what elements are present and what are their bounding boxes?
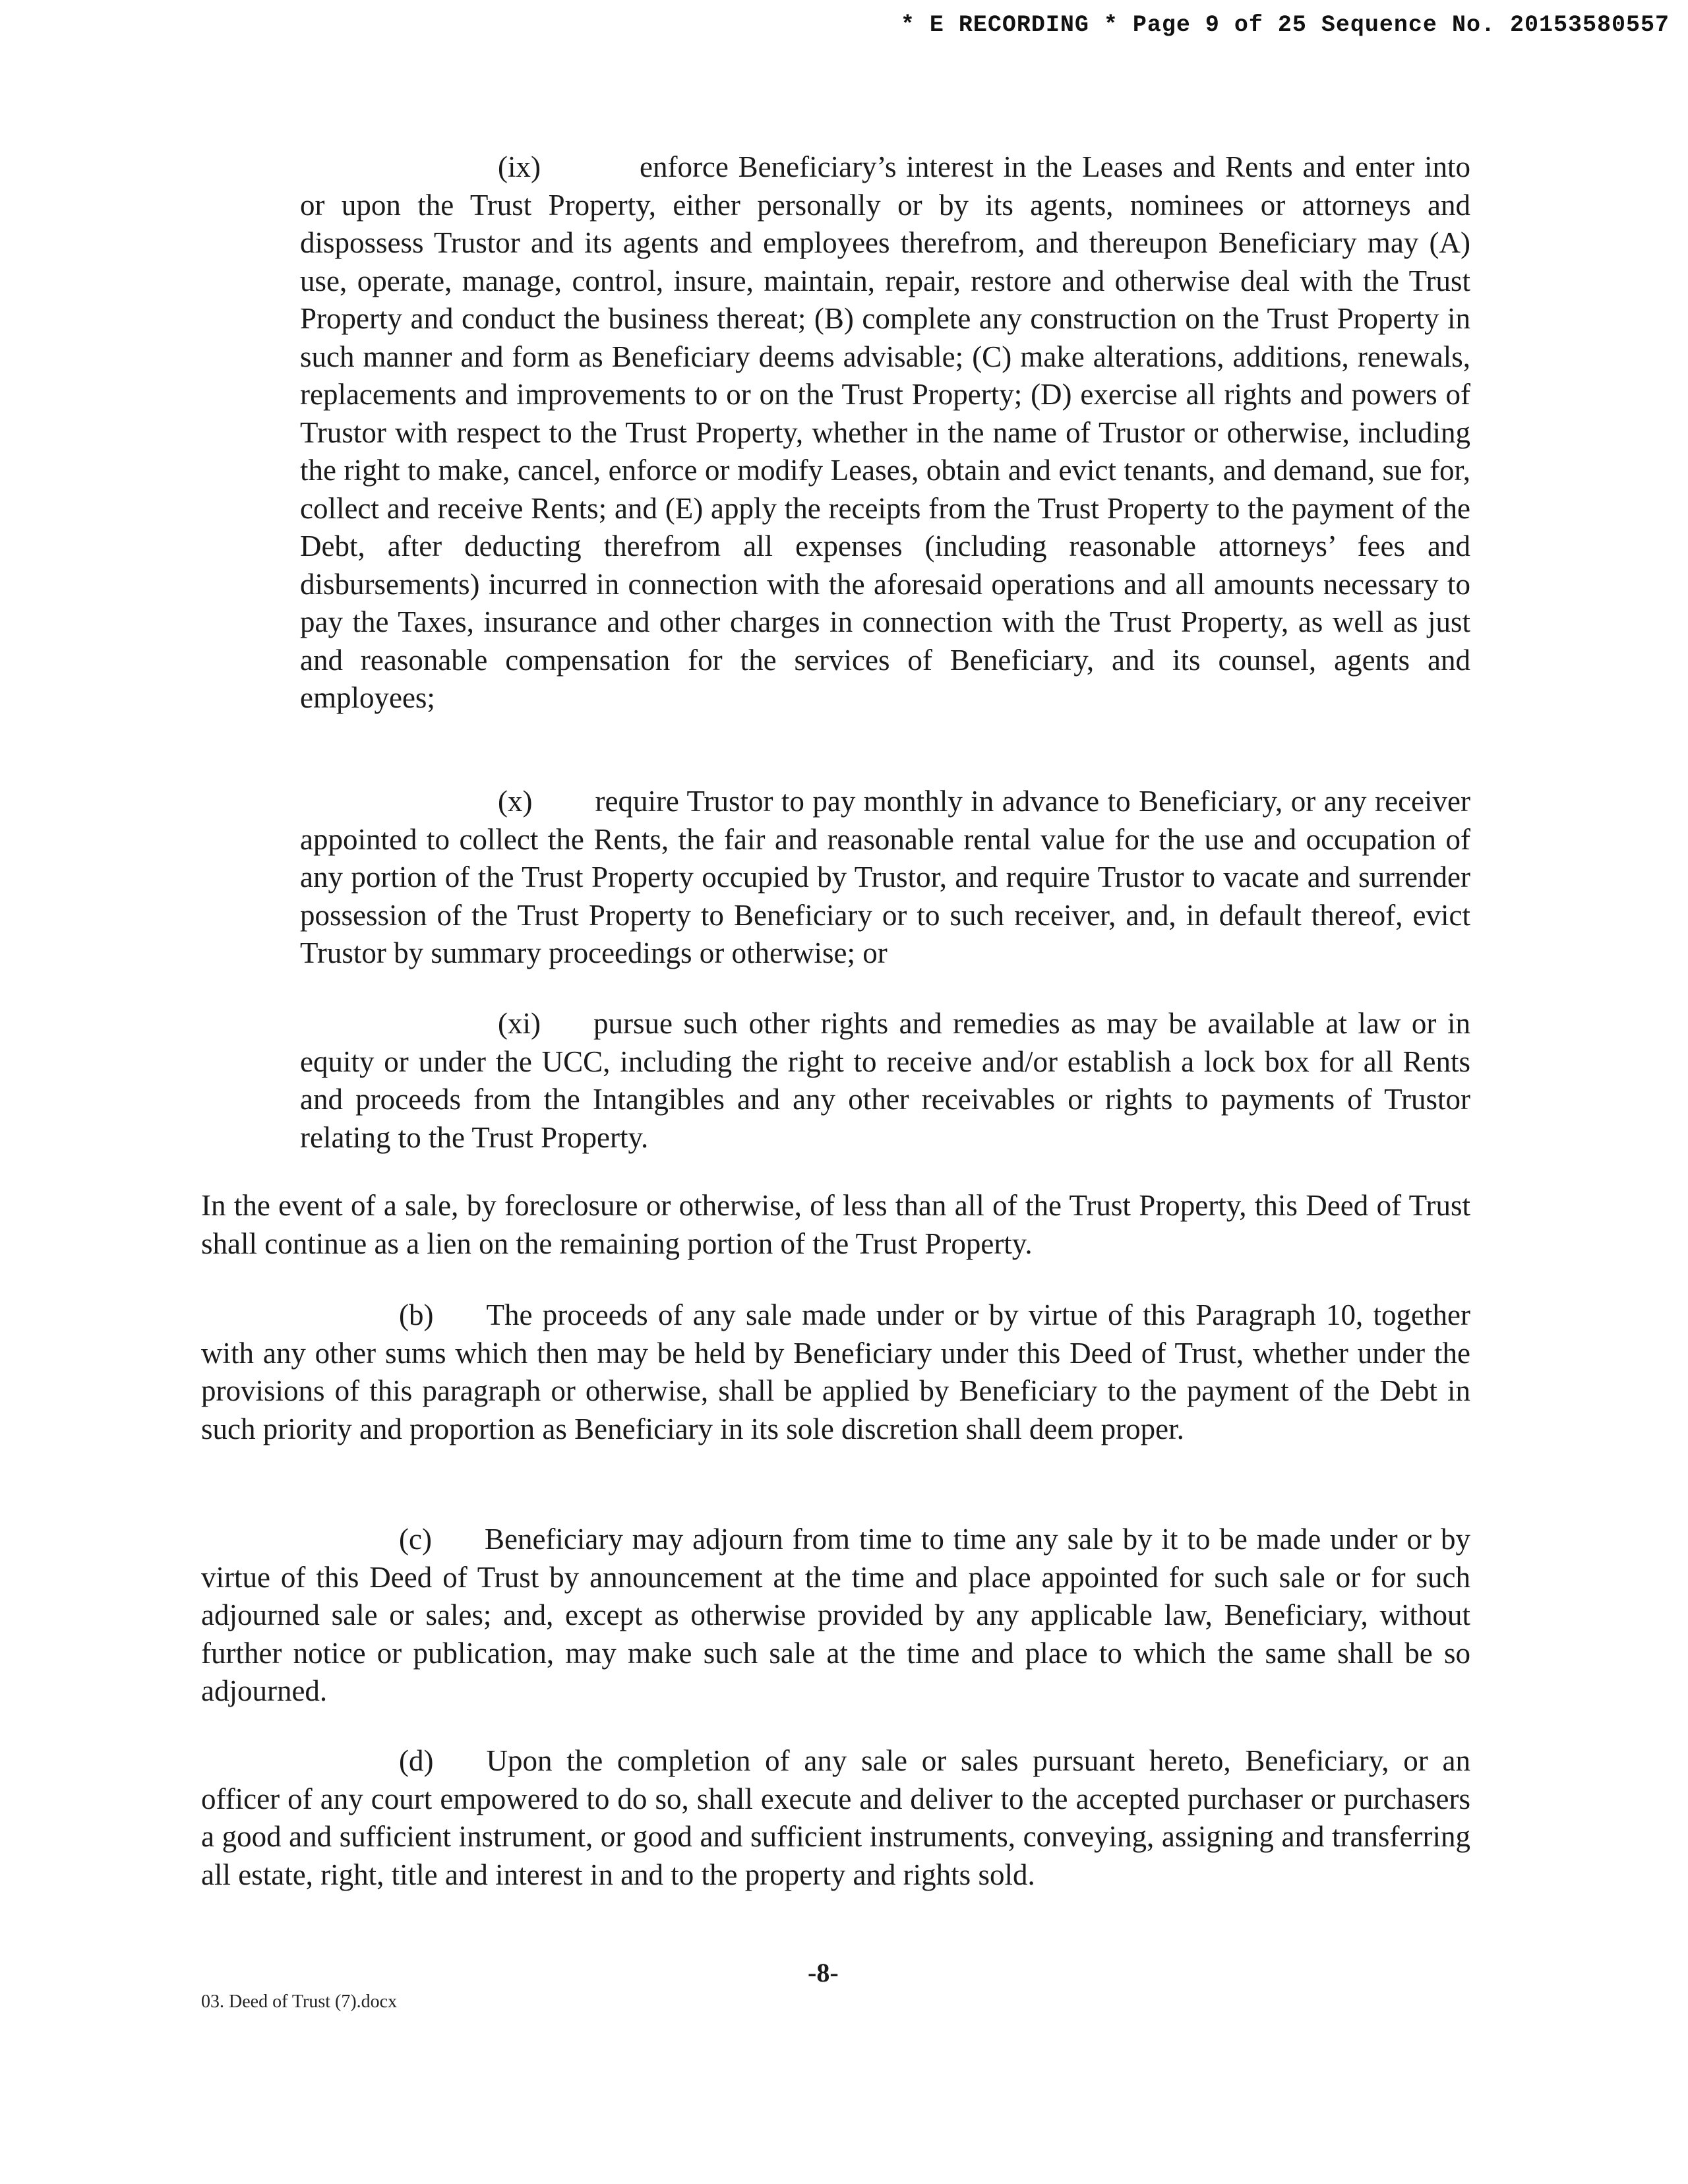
paragraph-d-marker: (d) xyxy=(399,1744,434,1777)
paragraph-x-text: require Trustor to pay monthly in advance to Beneficiary, or any receiver appointed to collect the Rents, the fair and reasonable rental value for the use and occupation of any portion of the Trust Property occupied by Trustor, and require Trustor to vacate and surrender possession of the Trust Property to Beneficiary or to such receiver, and, in default thereof, evict Trustor by summary proceedings or otherwise; or xyxy=(300,785,1470,969)
footer-file-name: 03. Deed of Trust (7).docx xyxy=(201,1991,398,2012)
paragraph-ix-marker: (ix) xyxy=(498,150,541,183)
paragraph-xi-marker: (xi) xyxy=(498,1007,541,1040)
paragraph-xi xyxy=(300,1005,1470,1157)
paragraph-b xyxy=(201,1296,1470,1448)
paragraph-event-of-sale xyxy=(201,1187,1470,1263)
paragraph-ix-text: enforce Beneficiary’s interest in the Leases and Rents and enter into or upon the Trust Property, either personally or by its agents, nominees or attorneys and dispossess Trustor and its agents and employees therefrom, and thereupon Beneficiary may (A) use, operate, manage, control, insure, maintain, repair, restore and otherwise deal with the Trust Property and conduct the business thereat; (B) complete any construction on the Trust Property in such manner and form as Beneficiary deems advisable; (C) make alterations, additions, renewals, replacements and improvements to or on the Trust Property; (D) exercise all rights and powers of Trustor with respect to the Trust Property, whether in the name of Trustor or otherwise, including the right to make, cancel, enforce or modify Leases, obtain and evict tenants, and demand, sue for, collect and receive Rents; and (E) apply the receipts from the Trust Property to the payment of the Debt, after deducting therefrom all expenses (including reasonable attorneys’ fees and disbursements) incurred in connection with the aforesaid operations and all amounts necessary to pay the Taxes, insurance and other charges in connection with the Trust Property, as well as just and reasonable compensation for the services of Beneficiary, and its counsel, agents and employees; xyxy=(300,150,1470,714)
paragraph-event-of-sale-text: In the event of a sale, by foreclosure or otherwise, of less than all of the Trust Property, this Deed of Trust shall continue as a lien on the remaining portion of the Trust Property. xyxy=(201,1189,1470,1260)
paragraph-c-marker: (c) xyxy=(399,1523,432,1556)
paragraph-x-marker: (x) xyxy=(498,785,533,818)
paragraph-c xyxy=(201,1521,1470,1711)
paragraph-d-text: Upon the completion of any sale or sales pursuant hereto, Beneficiary, or an officer of any court empowered to do so, shall execute and deliver to the accepted purchaser or purchasers a good and sufficient instrument, or good and sufficient instruments, conveying, assigning and transferring all estate, right, title and interest in and to the property and rights sold. xyxy=(201,1744,1470,1891)
paragraph-x xyxy=(300,783,1470,973)
paragraph-c-text: Beneficiary may adjourn from time to time any sale by it to be made under or by virtue of this Deed of Trust by announcement at the time and place appointed for such sale or for such adjourned sale or sales; and, except as otherwise provided by any applicable law, Beneficiary, without further notice or publication, may make such sale at the time and place to which the same shall be so adjourned. xyxy=(201,1523,1470,1707)
paragraph-d xyxy=(201,1742,1470,1894)
page-number: -8- xyxy=(808,1958,839,1987)
paragraph-xi-text: pursue such other rights and remedies as may be available at law or in equity or under the UCC, including the right to receive and/or establish a lock box for all Rents and proceeds from the Intangibles and any other receivables or rights to payments of Trustor relating to the Trust Property. xyxy=(300,1007,1470,1154)
paragraph-ix xyxy=(300,148,1470,717)
recording-stamp: * E RECORDING * Page 9 of 25 Sequence No. 20153580557 xyxy=(900,12,1670,38)
paragraph-b-text: The proceeds of any sale made under or by virtue of this Paragraph 10, together with any other sums which then may be held by Beneficiary under this Deed of Trust, whether under the provisions of this paragraph or otherwise, shall be applied by Beneficiary to the payment of the Debt in such priority and proportion as Beneficiary in its sole discretion shall deem proper. xyxy=(201,1298,1470,1445)
paragraph-b-marker: (b) xyxy=(399,1298,434,1331)
